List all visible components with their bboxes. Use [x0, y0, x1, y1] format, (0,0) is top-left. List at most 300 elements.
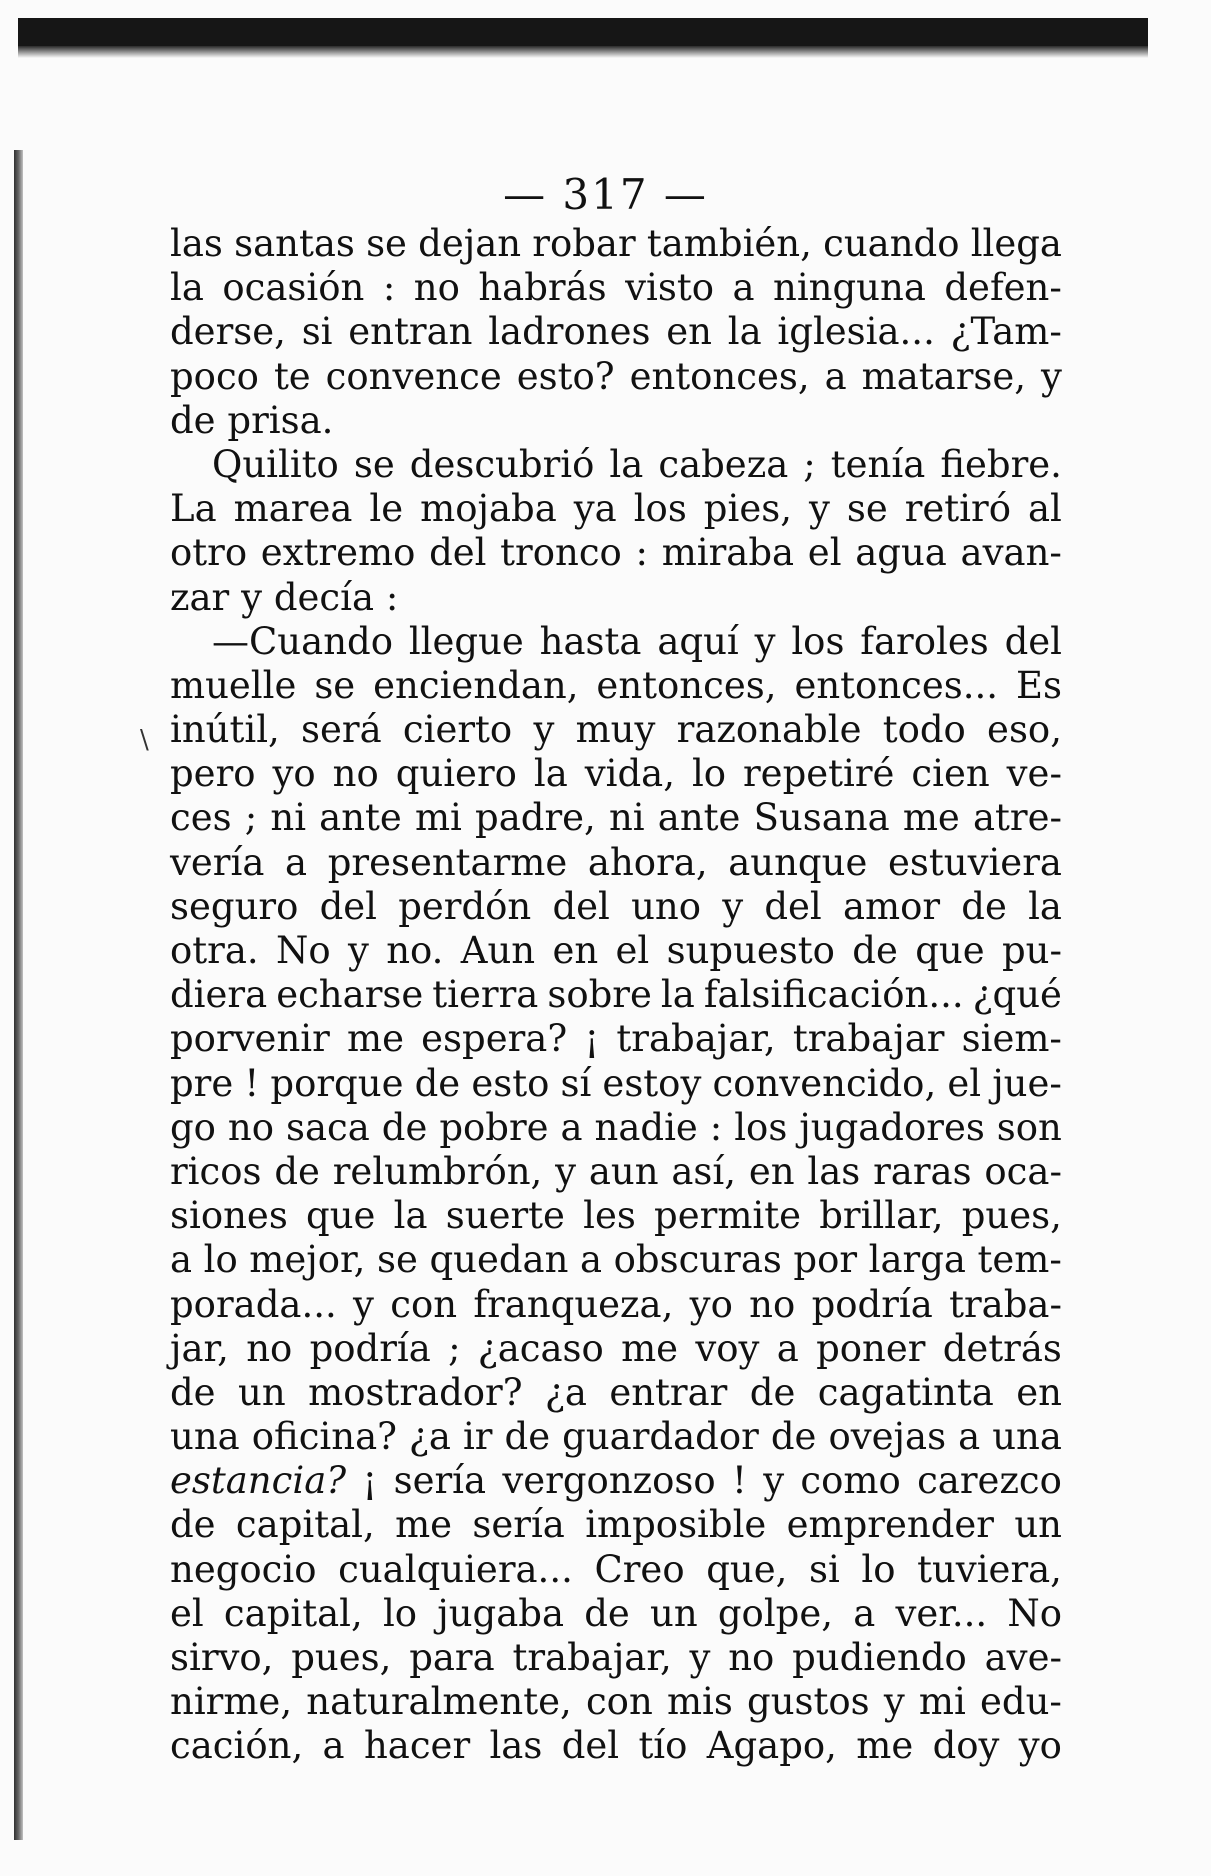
word: Quilito [212, 442, 339, 486]
word: la [1028, 884, 1062, 928]
word: ! [732, 1459, 747, 1503]
body-text [170, 222, 1062, 1769]
word: y [353, 1282, 374, 1326]
word: franqueza, [473, 1282, 674, 1326]
word: decía [273, 575, 375, 619]
word: voy [695, 1326, 760, 1370]
word: negocio [170, 1547, 317, 1591]
word: esto [471, 1061, 550, 1105]
text-line [170, 1194, 1062, 1238]
word: aunque [728, 840, 868, 884]
word: de [274, 1149, 320, 1193]
word: emprender [786, 1503, 994, 1547]
word: muelle [170, 663, 297, 707]
word: se [366, 222, 407, 265]
word: la [393, 1194, 428, 1238]
word: esto? [516, 354, 615, 398]
word: golpe, [717, 1591, 833, 1635]
word: del [552, 884, 610, 928]
word: se [376, 1238, 418, 1282]
word: de [170, 1503, 216, 1547]
word: también, [646, 222, 812, 265]
word: ahora, [587, 840, 708, 884]
word: prisa. [227, 398, 334, 442]
word: cuando [823, 222, 960, 265]
text-line [170, 620, 1062, 664]
word: tenía [830, 442, 926, 486]
word: derse, [170, 310, 286, 354]
word: pobre [439, 1105, 549, 1149]
word: mostrador? [308, 1370, 523, 1414]
word: y [533, 708, 555, 752]
word: visto [625, 266, 714, 310]
word: ir [462, 1415, 493, 1459]
word: naturalmente, [306, 1680, 572, 1724]
word: convencido, [712, 1061, 937, 1105]
word: : [709, 1105, 723, 1149]
word: la [533, 752, 568, 796]
word: trabajar, [616, 1017, 776, 1061]
word: ave- [984, 1636, 1062, 1679]
word: seguro [170, 884, 299, 928]
word: —Cuando [212, 619, 393, 663]
word: mis [666, 1680, 733, 1724]
word: obscuras [613, 1238, 782, 1282]
word: agua [855, 531, 947, 575]
text-line [170, 355, 1062, 399]
word: de [381, 1105, 428, 1149]
word: No [275, 929, 331, 972]
word: ; [448, 1326, 461, 1370]
word: otra. [170, 929, 259, 972]
word: no [728, 1636, 775, 1679]
word: diera [170, 973, 268, 1017]
word: ¿qué [972, 973, 1062, 1017]
word: defen- [944, 266, 1062, 310]
word: gustos [747, 1680, 870, 1724]
scan-left-edge [14, 150, 23, 1840]
word: aun [588, 1149, 659, 1193]
word: mojaba [420, 487, 557, 531]
text-line [170, 1283, 1062, 1327]
word: del [429, 531, 487, 575]
word: me [346, 1017, 404, 1061]
word: la [660, 973, 695, 1017]
word: lo [382, 1591, 418, 1635]
word: nirme, [170, 1680, 293, 1724]
word: : [635, 531, 648, 575]
word: estoy [602, 1061, 702, 1105]
word: ¿a [409, 1415, 451, 1459]
word: las [489, 1724, 543, 1768]
text-line [170, 1062, 1062, 1106]
word: Es [1015, 663, 1062, 707]
word: en [748, 1149, 795, 1193]
word: cien [911, 752, 990, 796]
text-line [170, 399, 1062, 443]
word: no [749, 1282, 796, 1326]
word: siones [170, 1194, 288, 1238]
word: como [800, 1459, 901, 1503]
word: ante [657, 796, 741, 840]
word: de [584, 1591, 630, 1635]
word: le [369, 487, 404, 531]
text-line [170, 487, 1062, 531]
word: cierto [402, 708, 513, 752]
word: convence [325, 354, 502, 398]
word: repetiré [743, 752, 895, 796]
word: No [1007, 1591, 1062, 1635]
word: tierra [432, 973, 539, 1017]
word: mi [918, 1680, 966, 1724]
word: entonces, [596, 663, 777, 707]
word: una [992, 1415, 1062, 1459]
word: lo [203, 1238, 238, 1282]
word: sería [393, 1459, 487, 1503]
word: por [793, 1238, 858, 1282]
word: miraba [661, 531, 795, 575]
word: así, [671, 1149, 737, 1193]
word: ¿a [544, 1370, 587, 1414]
word: y [347, 929, 369, 972]
word: doy [932, 1724, 1000, 1768]
word: no [246, 1326, 293, 1370]
word: se [353, 442, 395, 486]
text-line [170, 531, 1062, 575]
word: amor [842, 884, 941, 928]
word: se [314, 663, 356, 707]
text-line [170, 973, 1062, 1017]
word: las [807, 1149, 861, 1193]
word: las [170, 222, 223, 265]
word: matarse, [861, 354, 1027, 398]
word: poco [170, 354, 259, 398]
word: los [791, 619, 845, 663]
word: robar [532, 222, 636, 265]
text-line [170, 929, 1062, 973]
word: son [996, 1105, 1062, 1149]
word: me [856, 1724, 914, 1768]
word: pero [170, 752, 256, 796]
word: el [807, 531, 842, 575]
word: ces [170, 796, 232, 840]
word: a [824, 354, 847, 398]
word: yo [272, 752, 316, 796]
word: y [754, 619, 776, 663]
margin-mark: \ [140, 725, 149, 755]
word: que [915, 929, 985, 972]
word: La [170, 487, 217, 531]
word: yo [689, 1282, 733, 1326]
word: dejan [418, 222, 522, 265]
word: si [301, 310, 333, 354]
word: porvenir [170, 1017, 330, 1061]
word: me [621, 1326, 679, 1370]
text-line [170, 1548, 1062, 1592]
word: jue- [992, 1061, 1062, 1105]
word: ante [319, 796, 402, 840]
word: y [241, 575, 262, 619]
word: quiero [395, 752, 517, 796]
word: uno [631, 884, 702, 928]
word: a [732, 266, 755, 310]
word: lo [861, 1547, 896, 1591]
word: llegue [408, 619, 524, 663]
word: un [650, 1591, 698, 1635]
word: ¿Tam- [950, 310, 1062, 354]
word: de [504, 1415, 551, 1459]
word: tuviera, [917, 1547, 1062, 1591]
word: traba- [949, 1282, 1062, 1326]
word: un [1014, 1503, 1062, 1547]
text-line [170, 1106, 1062, 1150]
word: larga [868, 1238, 966, 1282]
word: ve- [1006, 752, 1062, 796]
word: Creo [594, 1547, 685, 1591]
word: trabajar [792, 1017, 945, 1061]
text-line [170, 1636, 1062, 1680]
word: quedan [429, 1238, 569, 1282]
word: imposible [585, 1503, 767, 1547]
word: y [722, 884, 744, 928]
word: no [332, 752, 379, 796]
word: ; [803, 442, 816, 486]
word: con [585, 1680, 653, 1724]
word: la [609, 442, 644, 486]
word: una [170, 1415, 240, 1459]
word: vergonzoso [502, 1459, 716, 1503]
word: pudiendo [792, 1636, 967, 1679]
word: todo [882, 708, 966, 752]
text-line [170, 796, 1062, 840]
word: echarse [276, 973, 424, 1017]
word: otro [170, 531, 248, 575]
word: ninguna [773, 266, 926, 310]
word: raras [873, 1149, 972, 1193]
word: con [390, 1282, 458, 1326]
word: vería [170, 840, 265, 884]
word: pu- [1001, 929, 1062, 972]
word: descubrió [409, 442, 595, 486]
word: la [727, 310, 762, 354]
word: los [734, 1105, 788, 1149]
word: me [902, 796, 960, 840]
word: a [958, 1415, 981, 1459]
word: mi [414, 796, 462, 840]
word: ovejas [828, 1415, 947, 1459]
word: santas [234, 222, 355, 265]
word: guardador [562, 1415, 759, 1459]
text-line [170, 708, 1062, 752]
word: del [561, 1724, 620, 1768]
text-line [170, 1592, 1062, 1636]
word: me [395, 1503, 453, 1547]
word: a [776, 1326, 799, 1370]
word: de [170, 398, 216, 442]
word: entonces, [629, 354, 810, 398]
word: y [808, 487, 830, 531]
word: jugadores [799, 1105, 985, 1149]
word: a [170, 1238, 193, 1282]
word: poner [816, 1326, 926, 1370]
word: a [853, 1591, 876, 1635]
word: cualquiera... [338, 1547, 573, 1591]
text-line [170, 885, 1062, 929]
word: : [385, 575, 399, 619]
word: permite [654, 1194, 801, 1238]
word: supuesto [666, 929, 835, 972]
word: hacer [363, 1724, 471, 1768]
word: ; [244, 796, 258, 840]
word: del [764, 884, 822, 928]
word: no [413, 266, 460, 310]
scan-top-border [18, 18, 1148, 46]
word: a [322, 1724, 345, 1768]
text-line [170, 576, 1062, 620]
word: retiró [904, 487, 1011, 531]
scan-top-border-shadow [18, 46, 1148, 58]
word: capital, [223, 1591, 363, 1635]
word: inútil, [170, 708, 280, 752]
word: un [238, 1370, 286, 1414]
word: cagatinta [817, 1370, 994, 1414]
word: saca [285, 1105, 370, 1149]
word: razonable [676, 708, 862, 752]
word: de [961, 884, 1007, 928]
word: ya [573, 487, 617, 531]
text-line [170, 1150, 1062, 1194]
word: sirvo, [170, 1636, 274, 1679]
word: sí [560, 1061, 592, 1105]
word: zar [170, 575, 230, 619]
word: fiebre. [940, 442, 1062, 486]
word: y [555, 1149, 577, 1193]
text-line [170, 841, 1062, 885]
word: a [560, 1105, 583, 1149]
word: del [1004, 619, 1062, 663]
word: ¿acaso [477, 1326, 604, 1370]
word: el [170, 1591, 204, 1635]
word: entran [348, 310, 473, 354]
word: atre- [972, 796, 1062, 840]
word: cabeza [658, 442, 789, 486]
word: eso, [987, 708, 1062, 752]
word: no. [386, 929, 444, 972]
word: estuviera [887, 840, 1062, 884]
word: oficina? [251, 1415, 397, 1459]
word: que, [706, 1547, 788, 1591]
word: jar, [170, 1326, 229, 1370]
word: al [1027, 487, 1062, 531]
word: habrás [478, 266, 607, 310]
word: : [382, 266, 396, 310]
word: porada... [170, 1282, 337, 1326]
word: faroles [860, 619, 989, 663]
word: brillar, [819, 1194, 944, 1238]
word: Susana [753, 796, 890, 840]
word: lo [691, 752, 727, 796]
word: ¡ [362, 1459, 378, 1503]
text-line [170, 1503, 1062, 1547]
text-line [170, 1327, 1062, 1371]
word: tronco [500, 531, 622, 575]
word: iglesia... [777, 310, 935, 354]
word: y [883, 1680, 905, 1724]
word: para [409, 1636, 495, 1679]
word: de [170, 1370, 216, 1414]
text-line [170, 664, 1062, 708]
word: porque [270, 1061, 404, 1105]
word: de [852, 929, 898, 972]
word: a [285, 840, 308, 884]
word: el [947, 1061, 982, 1105]
word: ocasión [222, 266, 365, 310]
word: hasta [539, 619, 642, 663]
text-line [170, 1459, 1062, 1503]
word: en [1016, 1370, 1062, 1414]
word: ni [608, 796, 645, 840]
word: ¡ [584, 1017, 600, 1061]
word: ni [270, 796, 307, 840]
word: pies, [703, 487, 792, 531]
word: les [583, 1194, 636, 1238]
text-line [170, 222, 1062, 266]
word: de [749, 1370, 796, 1414]
word: mejor, [249, 1238, 366, 1282]
word: sobre [547, 973, 652, 1017]
word: jugaba [437, 1591, 565, 1635]
word: de [414, 1061, 461, 1105]
word: marea [233, 487, 353, 531]
word: tío [638, 1724, 688, 1768]
word: y [1041, 354, 1062, 398]
word: detrás [942, 1326, 1062, 1370]
word: trabajar, [512, 1636, 672, 1679]
text-line [170, 1017, 1062, 1061]
word: los [633, 487, 687, 531]
text-line [170, 1371, 1062, 1415]
word: en [666, 310, 712, 354]
word: el [615, 929, 650, 972]
word: y [763, 1459, 785, 1503]
word: a [580, 1238, 603, 1282]
word: aquí [657, 619, 739, 663]
word: relumbrón, [332, 1149, 543, 1193]
text-line [170, 266, 1062, 310]
word: edu- [980, 1680, 1062, 1724]
word: vida, [584, 752, 675, 796]
word: presentarme [327, 840, 568, 884]
word: podría [811, 1282, 933, 1326]
word: y [689, 1636, 711, 1679]
word: ricos [170, 1149, 262, 1193]
word: capital, [235, 1503, 375, 1547]
text-line [170, 1724, 1062, 1768]
word: ver... [895, 1591, 988, 1635]
word: tem- [977, 1238, 1062, 1282]
word: llega [970, 222, 1062, 265]
word: go [170, 1105, 216, 1149]
word: pues, [961, 1194, 1062, 1238]
word: si [808, 1547, 840, 1591]
word: será [301, 708, 382, 752]
word: Agapo, [706, 1724, 837, 1768]
text-line [170, 1680, 1062, 1724]
word: la [170, 266, 204, 310]
text-line [170, 1415, 1062, 1459]
word: sería [472, 1503, 565, 1547]
word: en [552, 929, 599, 972]
